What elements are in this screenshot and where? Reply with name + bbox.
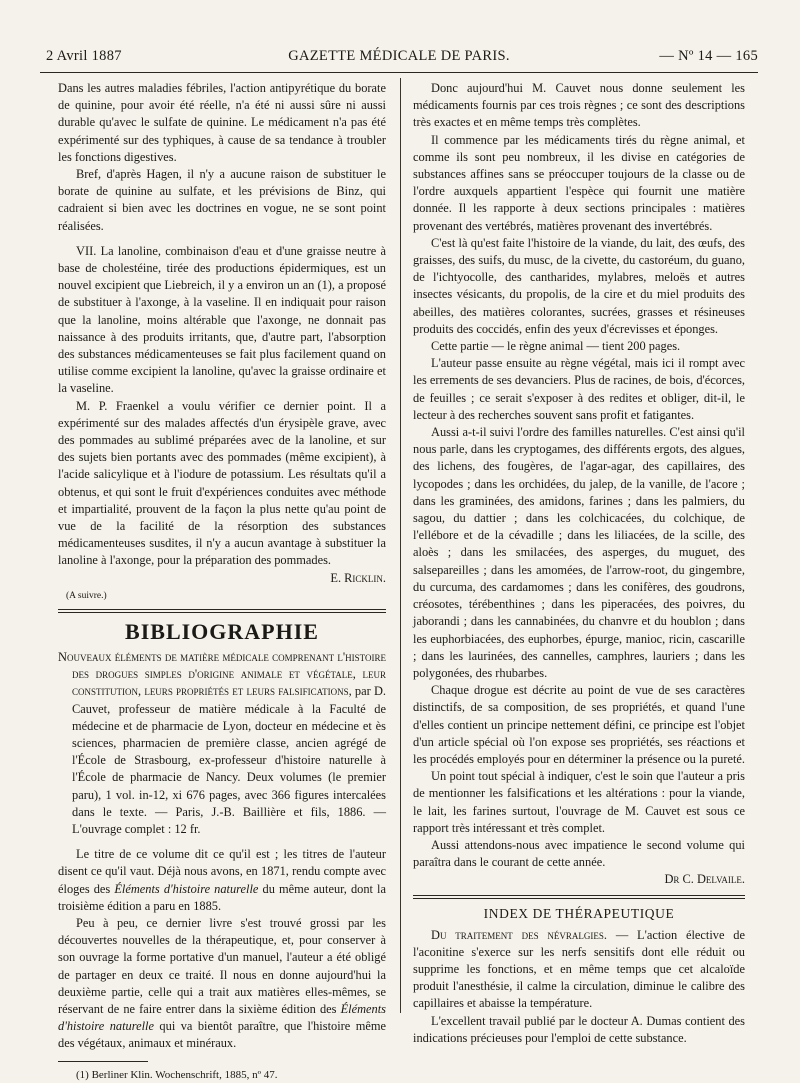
paragraph: Aussi attendons-nous avec impatience le second volume qui paraîtra dans le courant de cette année.: [413, 837, 745, 870]
section-title-index: INDEX DE THÉRAPEUTIQUE: [483, 905, 675, 921]
paragraph: Cette partie — le règne animal — tient 200 pages.: [431, 339, 681, 354]
running-header: [40, 44, 758, 70]
issue-page-number: — Nº 14 — 165: [659, 48, 758, 64]
text-run: Le titre de ce volume dit ce qu'il est ; les titres de l'auteur disent ce qu'il vaut. Déjà nous avons, en 1871, rendu compte avec éloges des: [58, 847, 386, 896]
book-reference: [58, 649, 386, 838]
left-column: [58, 80, 386, 1083]
paragraph: C'est là qu'est faite l'histoire de la viande, du lait, des œufs, des graisses, des suifs, du musc, de la civette, du castoréum, du guano, de l'ichtyocolle, des cantharides, mylabres, meloës et autres insectes vésicants, du propolis, de la cire et du miel produits des abeilles, des matières colorantes, sucrées, grasses et résineuses produits des coccidés, enfin des yeux d'écrevisses et éponges.: [413, 235, 745, 336]
spacer: [58, 838, 386, 846]
italic-title: Éléments d'histoire naturelle: [114, 881, 259, 896]
paragraph: Il commence par les médicaments tirés du règne animal, et comme ils sont peu nombreux, il les divise en catégories de substances affines sans se préoccuper toujours de la classe ou de l'ordre auxquels appartient l'espèce qui fournit une matière donnée. Il les rapporte à deux sections principales : matières provenant des vertébrés, matières provenant des invertébrés.: [413, 132, 745, 233]
paragraph: [58, 915, 386, 1053]
index-entry: [413, 927, 745, 1013]
paragraph: L'auteur passe ensuite au règne végétal, mais ici il rompt avec les errements de ses devanciers. Plus de racines, de bois, d'écorces, de feuilles ; ce serait s'exposer à des redites et obliger, dit-il, le lecteur à des recherches souvent sans profit et fatigantes.: [413, 356, 745, 422]
right-column: [413, 80, 745, 1047]
text-run: du même auteur, dont la troisième édition a paru en 1885.: [58, 881, 386, 913]
column-divider: [400, 78, 401, 1013]
journal-title: GAZETTE MÉDICALE DE PARIS.: [288, 48, 510, 64]
section-rule: [413, 895, 745, 899]
paragraph: L'excellent travail publié par le docteur A. Dumas contient des indications précieuses pour l'emploi de cette substance.: [413, 1013, 745, 1045]
header-date: 2 Avril 1887: [46, 48, 122, 64]
book-title: Nouveaux éléments de matière médicale comprenant l'histoire des drogues simples d'origine animale et végétale, leur constitution, leurs propriétés et leurs falsifications,: [58, 649, 386, 699]
section-title-bibliographie: BIBLIOGRAPHIE: [125, 618, 319, 644]
author-signature: Dr C. Delvaile.: [664, 872, 745, 887]
paragraph: Bref, d'après Hagen, il n'y a aucune raison de substituer le borate de quinine au sulfate, et les prévisions de Binz, qui cadraient si bien avec les doctrines en vogue, ne se sont point réalisées.: [58, 167, 386, 233]
index-entry-title: Du traitement des névralgies.: [431, 927, 608, 942]
spacer: [58, 235, 386, 243]
paragraph: Aussi a-t-il suivi l'ordre des familles naturelles. C'est ainsi qu'il nous parle, dans les cryptogames, des différents ergots, des algues, des lichens, des fougères, de l'agar-agar, des capillaires, des lycopodes ; dans les orchidées, du jalep, de la vanille, de l'acore ; dans les graminées, des amidons, farines ; dans les palmiers, du sagou, du dattier ; dans les colchicacées, du colchique, de l'ellébore et de la cévadille ; dans les liliacées, de la scille, des aloès ; dans les smilacées, des asperges, du muguet, des salsepareilles ; dans les amomées, de l'arrow-root, du gingembre, du curcuma, des cardamomes ; dans les conifères, des goudrons, créosotes, térébenthines ; dans les piperacées, des poivres, du jaborandi ; dans les cannabinées, du chanvre et du houblon ; dans les euphorbiacées, des euphorbes, épurge, manioc, ricin, cascarille ; dans les laurinées, des cannelles, camphres, lauriers ; dans les polygonées, des rhubarbes.: [413, 425, 745, 680]
italic-title: Éléments d'histoire naturelle: [58, 1001, 386, 1034]
paragraph: Un point tout spécial à indiquer, c'est le soin que l'auteur a pris de mentionner les falsifications et les altérations : pour la viande, le lait, les farines surtout, l'ouvrage de M. Cauvet est sous ce rapport très intéressant et très complet.: [413, 769, 745, 835]
footnote: (1) Berliner Klin. Wochenschrift, 1885, nº 47.: [76, 1068, 278, 1081]
paragraph: M. P. Fraenkel a voulu vérifier ce dernier point. Il a expérimenté sur des malades affectés d'un érysipèle grave, avec des pommades au sublimé préparées avec de la lanoline, et sur des sujets bien portants avec des pommades (même excipient), à l'acide salicylique et à l'iodure de potassium. Les résultats qu'il a obtenus, et qui sont le fruit d'expériences conduites avec méthode et impartialité, prouvent de la façon la plus nette qu'au point de vue de la facilité de la résorption des substances médicamenteuses susdites, il n'y a aucun avantage à substituer la lanoline à l'axonge, pour la préparation des pommades.: [58, 398, 386, 568]
index-entry-text: — L'action élective de l'aconitine s'exerce sur les nerfs sensitifs dont elle réduit ou supprime les fonctions, et en même temps que cet alcaloïde produit l'anesthésie, il calme la circulation, diminue le calibre des capillaires et abaisse la température.: [413, 927, 745, 1011]
author-signature: E. Ricklin.: [330, 570, 386, 585]
paragraph: Dans les autres maladies fébriles, l'action antipyrétique du borate de quinine, pour avoir été réelle, n'a été ni aussi sûre ni aussi durable qu'avec le sulfate de quinine. Le médicament n'a pas été expérimenté sur des typhiques, à cause de sa tendance à troubler les fonctions digestives.: [58, 81, 386, 164]
book-details: par D. Cauvet, professeur de matière médicale à la Faculté de médecine et de pharmacie de Lyon, docteur en médecine et ès sciences, pharmacien de première classe, ancien agrégé de l'École de Strasbourg, ex-professeur d'histoire naturelle à l'École de pharmacie de Nancy. Deux volumes (le premier paru), 1 vol. in-12, xi 676 pages, avec 366 figures intercalées dans le texte. — Paris, J.-B. Baillière et fils, 1886. — L'ouvrage complet : 12 fr.: [72, 684, 386, 836]
header-rule: [40, 72, 758, 73]
paragraph: Chaque drogue est décrite au point de vue de ses caractères distinctifs, de sa composition, de ses propriétés, et quand l'une d'elles contient un principe nettement défini, ce principe est l'objet d'un article spécial où l'on expose ses propriétés, ses réactions et les procédés employés pour en déterminer la présence ou la pureté.: [413, 683, 745, 766]
continued-note: (A suivre.): [66, 590, 107, 601]
text-run: qui va bientôt paraître, que l'histoire même des végétaux, animaux et minéraux.: [58, 1019, 387, 1051]
footnote-rule: [58, 1061, 148, 1062]
paragraph: Donc aujourd'hui M. Cauvet nous donne seulement les médicaments fournis par ces trois règnes ; ce sont des descriptions très exactes et en même temps très complètes.: [413, 81, 745, 130]
section-rule: [58, 609, 386, 613]
paragraph: [58, 846, 386, 915]
text-run: Peu à peu, ce dernier livre s'est trouvé grossi par les découvertes nouvelles de la thérapeutique, et, pour conserver à son ouvrage la forme portative d'un manuel, l'auteur a été obligé de partager en deux ce traité. Il nous en donne aujourd'hui la deuxième partie, celle qui a trait aux matières elles-mêmes, se réservant de ne faire entrer dans la sixième édition des: [58, 915, 386, 1016]
paragraph: VII. La lanoline, combinaison d'eau et d'une graisse neutre à base de cholestéine, tirée des productions épidermiques, est un nouvel excipient que Liebreich, il y a environ un an (1), a proposé de substituer à l'axonge, à la vaseline. Il en indiquait pour raison que la lanoline, moins altérable que l'axonge, ne donnait pas naissance à des produits irritants, que, d'autre part, l'absorption des substances médicamenteuses se fait plus facilement quand on utilise comme excipient la lanoline, qu'avec la graisse ordinaire et la vaseline.: [58, 243, 386, 396]
